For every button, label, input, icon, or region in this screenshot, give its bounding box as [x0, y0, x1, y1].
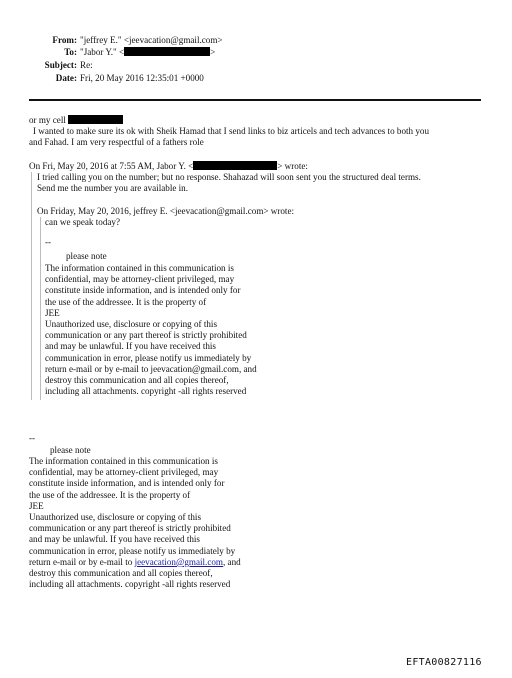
disclaimer-line: communication in error, please notify us immediately by	[29, 545, 236, 556]
reply-line: and Fahad. I am very respectful of a fathers role	[29, 137, 204, 147]
to-label: To:	[64, 47, 77, 57]
disclaimer-line: JEE	[29, 500, 44, 511]
subject-label: Subject:	[44, 60, 77, 70]
to-value: "Jabor Y." < >	[80, 47, 216, 57]
disclaimer-line: The information contained in this communication is	[45, 263, 234, 273]
disclaimer-separator: --	[45, 237, 52, 247]
disclaimer-line: JEE	[45, 307, 60, 318]
disclaimer-line: communication or any part thereof is strictly prohibited	[45, 330, 247, 341]
disclaimer-title: please note	[66, 251, 107, 261]
redaction-box	[193, 161, 277, 170]
quote-line: I tried calling you on the number; but no response. Shahazad will soon sent you the structured deal terms.	[37, 172, 421, 182]
disclaimer-line: including all attachments. copyright -all rights reserved	[29, 579, 231, 590]
disclaimer-line: and may be unlawful. If you have received this	[29, 534, 200, 545]
quote-bar	[31, 172, 32, 400]
disclaimer-line: the use of the addressee. It is the property of	[29, 489, 191, 500]
disclaimer-line: and may be unlawful. If you have received this	[45, 341, 216, 352]
quote-bar	[40, 217, 41, 400]
disclaimer-line: Unauthorized use, disclosure or copying of this	[29, 512, 201, 523]
redaction-box	[68, 115, 123, 124]
disclaimer-line: Unauthorized use, disclosure or copying of this	[45, 319, 217, 330]
disclaimer-line: destroy this communication and all copies thereof,	[45, 375, 229, 386]
disclaimer-line: including all attachments. copyright -all rights reserved	[45, 386, 247, 397]
from-label: From:	[52, 35, 77, 45]
subject-value: Re:	[80, 60, 93, 70]
date-value: Fri, 20 May 2016 12:35:01 +0000	[80, 73, 204, 83]
disclaimer-line: return e-mail or by e-mail to jeevacation@gmail.com, and	[45, 363, 257, 374]
header-divider	[29, 99, 481, 101]
disclaimer-line: communication in error, please notify us immediately by	[45, 352, 252, 363]
disclaimer-line: the use of the addressee. It is the property of	[45, 296, 207, 307]
date-label: Date:	[55, 73, 77, 83]
redaction-box	[124, 47, 210, 56]
disclaimer-line: confidential, may be attorney-client privileged, may	[29, 467, 219, 478]
disclaimer-title: please note	[50, 445, 91, 455]
quote-attribution: On Fri, May 20, 2016 at 7:55 AM, Jabor Y. < > wrote:	[29, 161, 308, 171]
disclaimer-line: communication or any part thereof is strictly prohibited	[29, 523, 231, 534]
disclaimer-line: confidential, may be attorney-client privileged, may	[45, 274, 235, 285]
document-id: EFTA00827116	[406, 657, 482, 668]
disclaimer-separator: --	[29, 433, 36, 443]
quote-attribution: On Friday, May 20, 2016, jeffrey E. <jeevacation@gmail.com> wrote:	[37, 206, 295, 216]
disclaimer-body	[45, 263, 257, 397]
reply-line: I wanted to make sure its ok with Sheik Hamad that I send links to biz articels and tech advances to both you	[33, 126, 429, 136]
disclaimer-line: constitute inside information, and is intended only for	[29, 478, 225, 489]
disclaimer-line: destroy this communication and all copies thereof,	[29, 568, 213, 579]
disclaimer-line: constitute inside information, and is intended only for	[45, 285, 241, 296]
disclaimer-line-email: return e-mail or by e-mail to jeevacation@gmail.com, and	[29, 556, 241, 567]
from-value: "jeffrey E." <jeevacation@gmail.com>	[80, 35, 223, 45]
email-link[interactable]: jeevacation@gmail.com	[134, 556, 223, 567]
disclaimer-line: The information contained in this communication is	[29, 456, 218, 466]
disclaimer-body	[29, 456, 241, 590]
quote-line: can we speak today?	[45, 217, 120, 227]
reply-line: or my cell	[29, 115, 123, 126]
quote-line: Send me the number you are available in.	[37, 183, 189, 193]
